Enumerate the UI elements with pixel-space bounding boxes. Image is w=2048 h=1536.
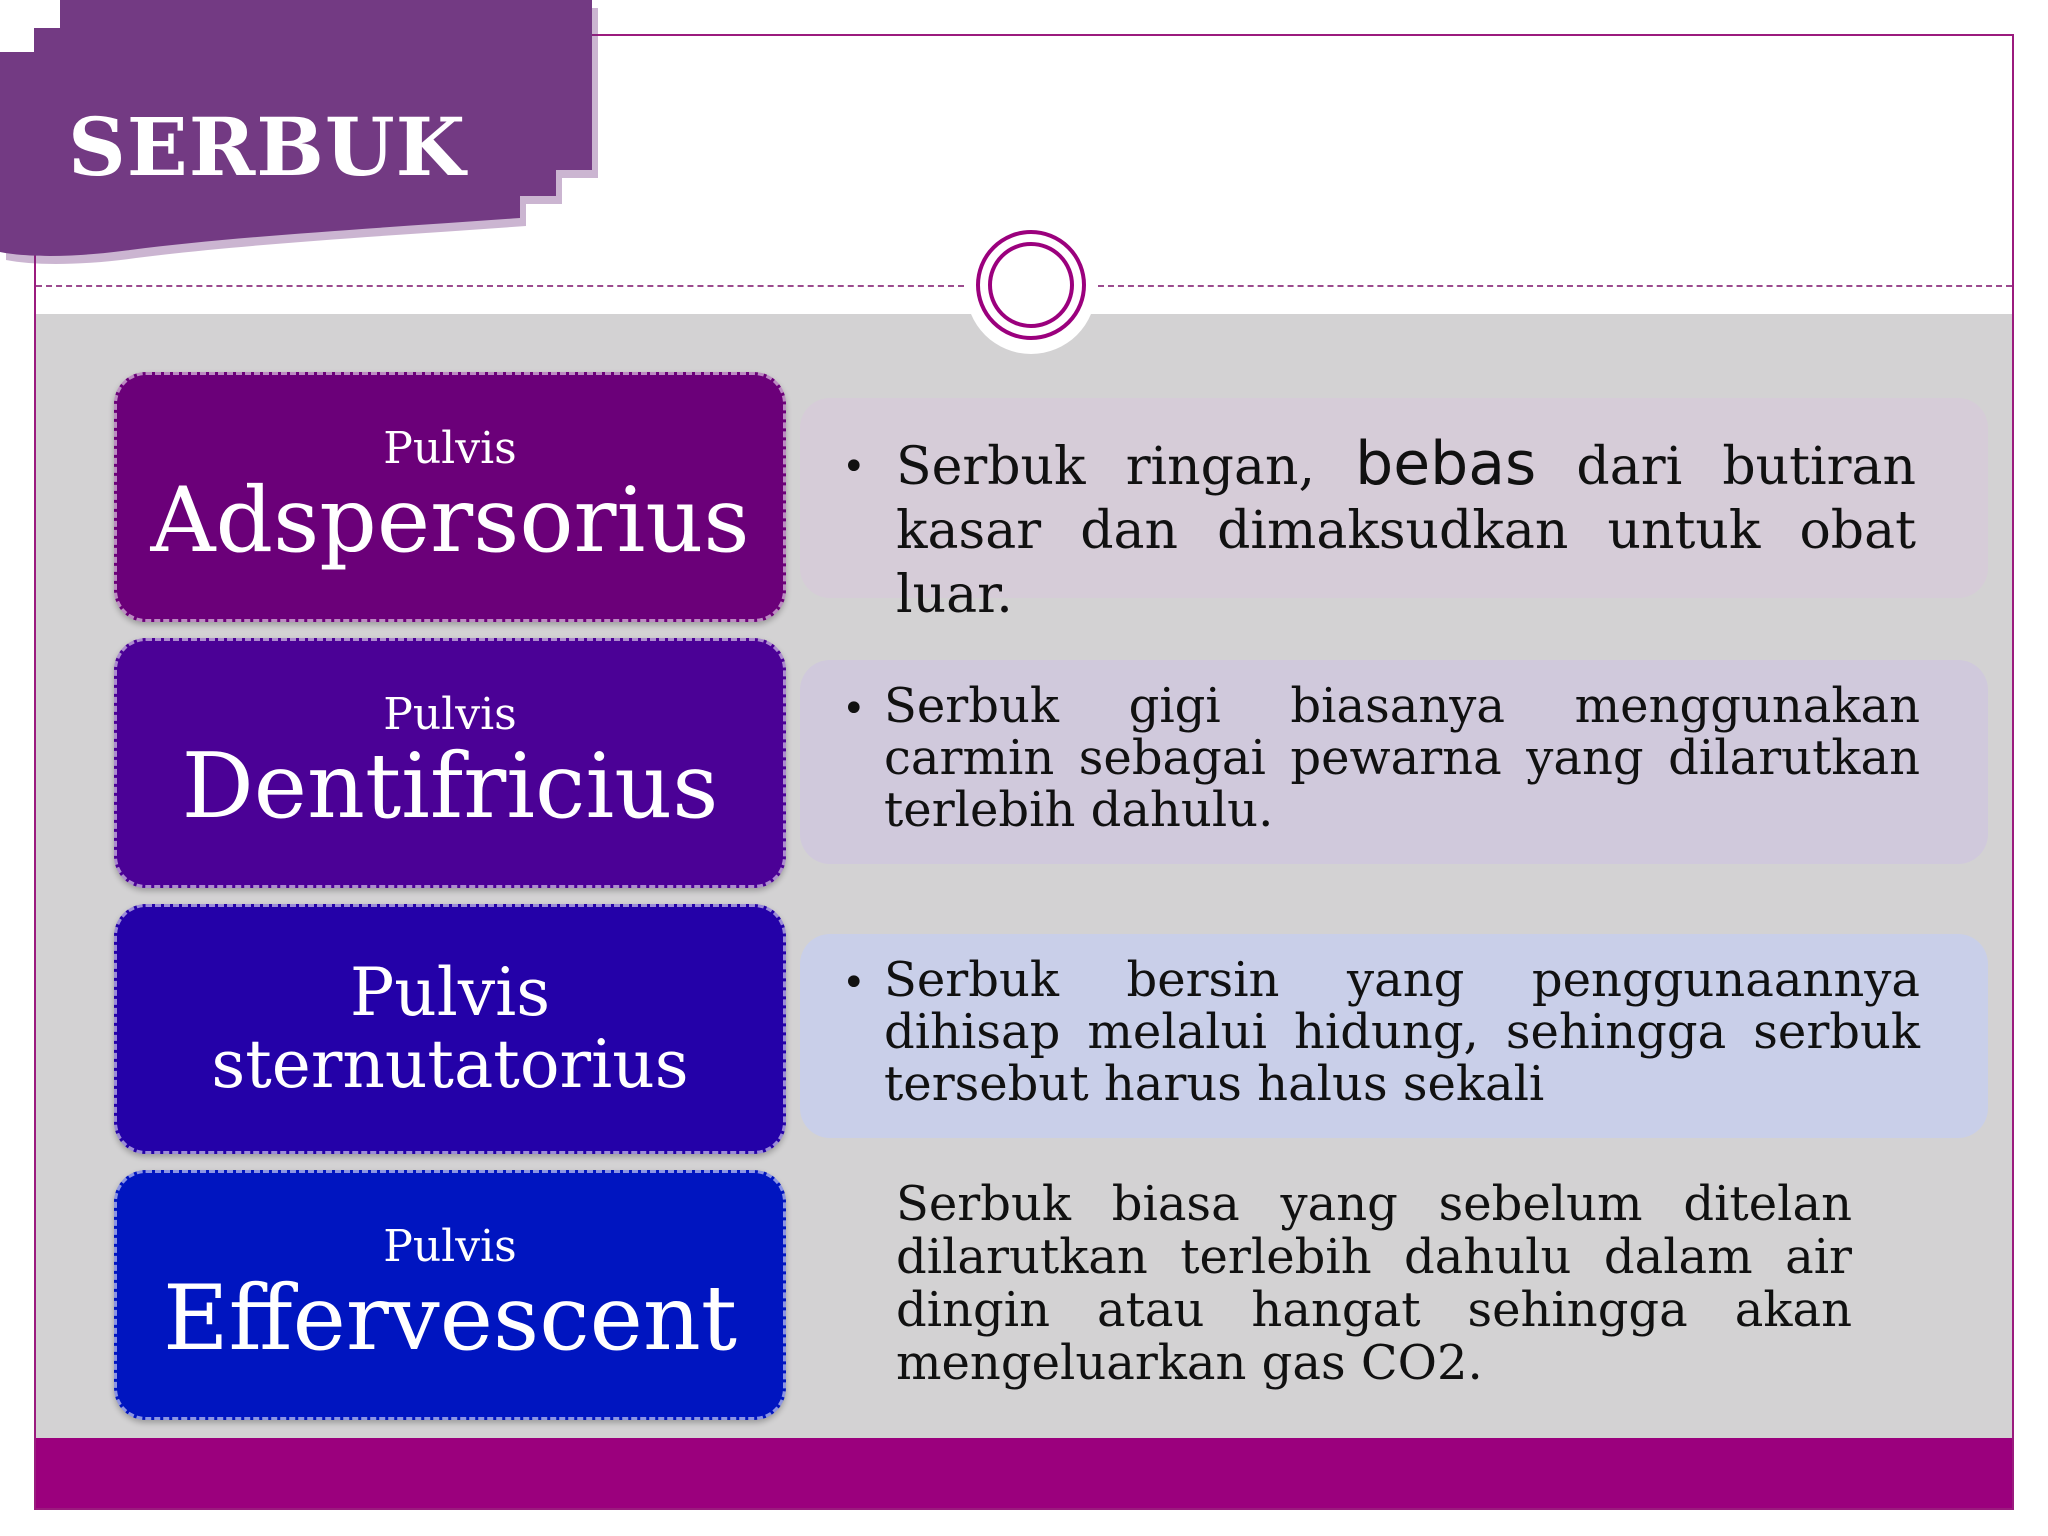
term-name: sternutatorius	[211, 1026, 689, 1103]
description-3: Serbuk bersin yang penggunaannya dihisap melalui hidung, sehingga serbuk tersebut harus halus sekali	[884, 952, 1920, 1112]
term-box-dentifricius	[114, 638, 786, 888]
term-box-adspersorius	[114, 372, 786, 622]
term-box-sternutatorius	[114, 904, 786, 1154]
description-1: Serbuk ringan, bebas dari butiran kasar dan dimaksudkan untuk obat luar.	[896, 429, 1916, 625]
description-4: Serbuk biasa yang sebelum ditelan dilarutkan terlebih dahulu dalam air dingin atau hangat sehingga akan mengeluarkan gas CO2.	[896, 1176, 1852, 1391]
bullet-icon: •	[842, 444, 866, 490]
term-name: Effervescent	[162, 1266, 737, 1371]
description-2: Serbuk gigi biasanya menggunakan carmin sebagai pewarna yang dilarutkan terlebih dahulu.	[884, 678, 1920, 838]
bullet-icon: •	[842, 686, 866, 732]
bullet-icon: •	[842, 960, 866, 1006]
emphasis-word: bebas	[1355, 429, 1537, 499]
term-prefix: Pulvis	[383, 689, 517, 740]
term-prefix: Pulvis	[349, 954, 551, 1031]
footer-bar	[36, 1438, 2012, 1508]
term-box-effervescent	[114, 1170, 786, 1420]
term-name: Dentifricius	[181, 734, 719, 839]
divider-line-left	[36, 285, 964, 287]
slide-title: SERBUK	[68, 100, 467, 194]
ring-inner-icon	[988, 242, 1074, 328]
term-name: Adspersorius	[150, 468, 750, 573]
term-prefix: Pulvis	[383, 1221, 517, 1272]
term-prefix: Pulvis	[383, 423, 517, 474]
divider-line-right	[1098, 285, 2012, 287]
